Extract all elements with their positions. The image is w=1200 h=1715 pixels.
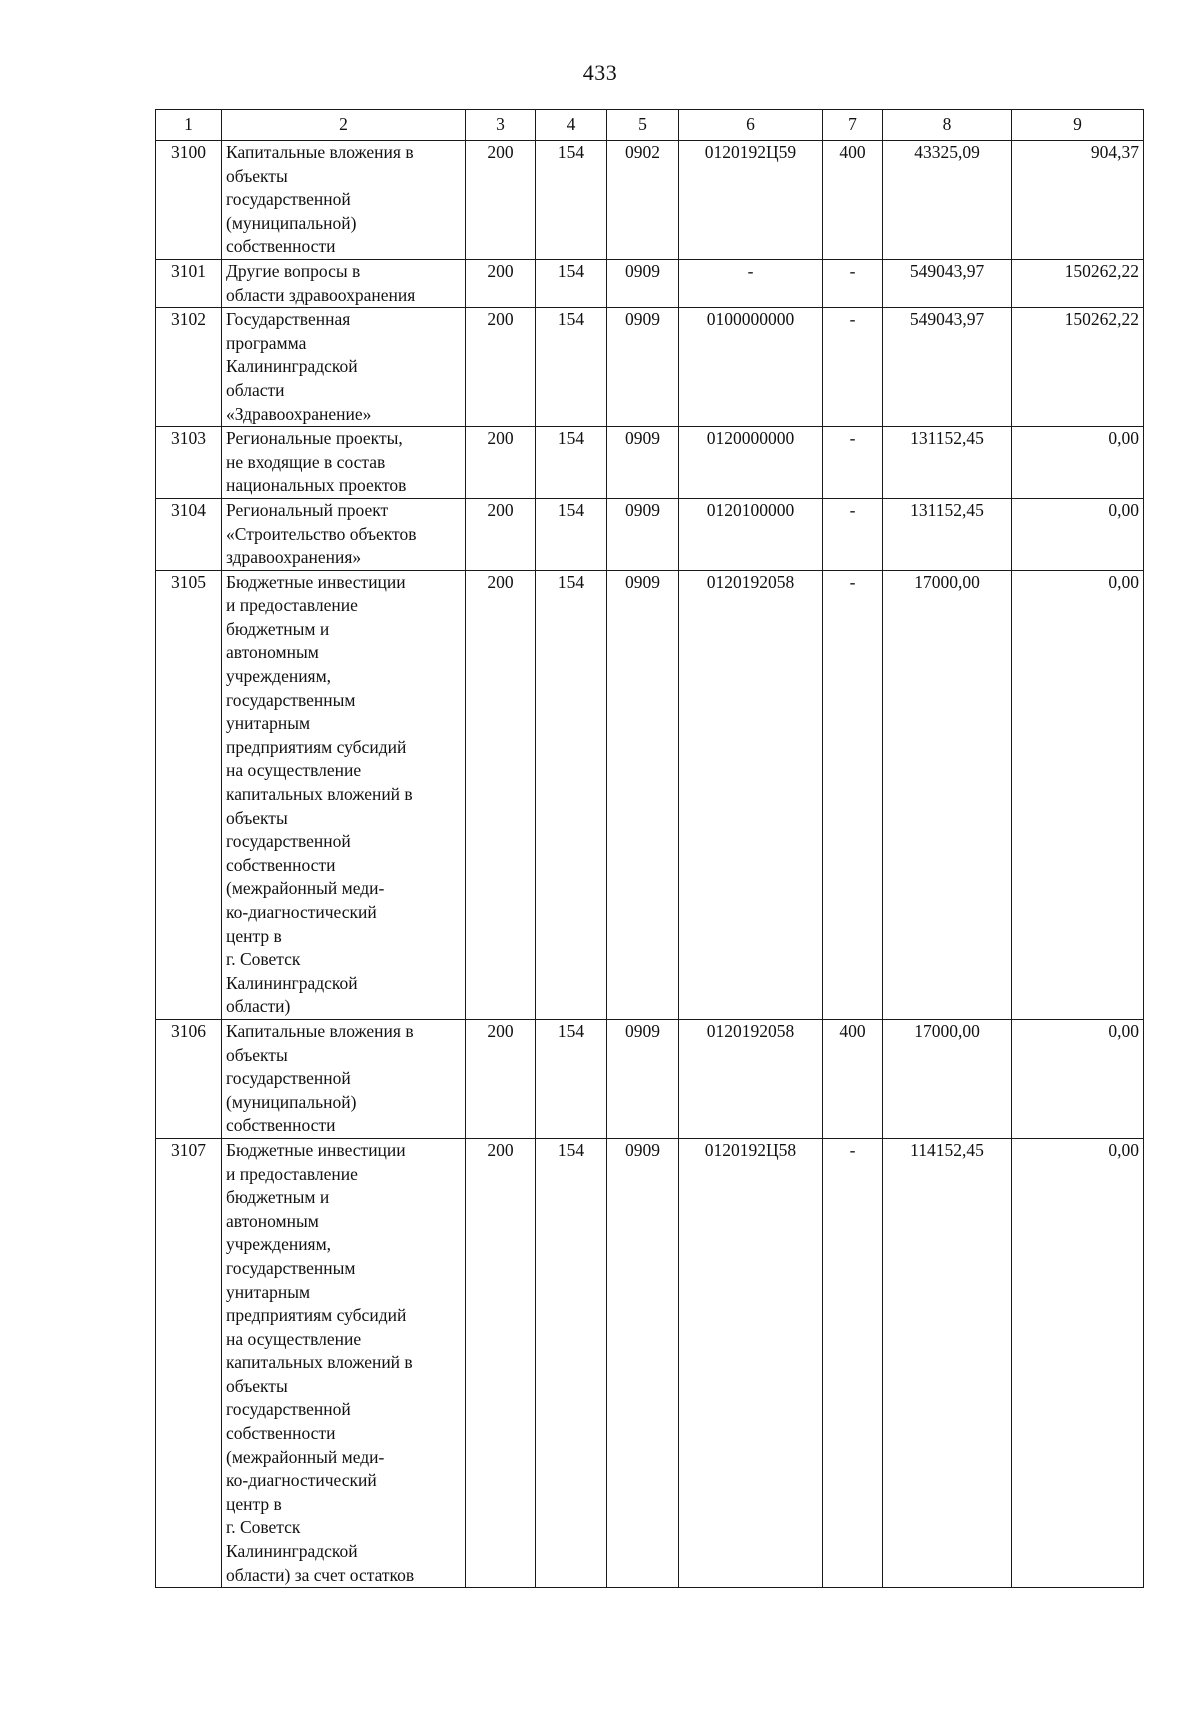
row-name (222, 570, 466, 1019)
col3-value: 200 (466, 1138, 536, 1587)
row-name-line: собственности (226, 236, 336, 257)
row-name-line: учреждениям, (226, 666, 332, 687)
col7-value: - (823, 498, 883, 570)
col6-value: 0120000000 (679, 427, 823, 499)
col5-value: 0909 (607, 1019, 679, 1138)
row-code: 3102 (156, 308, 222, 427)
row-name-line: государственной (226, 1399, 351, 1420)
col6-value: 0120192058 (679, 570, 823, 1019)
row-name-line: Региональный проект (226, 499, 389, 520)
col6-value: 0120192058 (679, 1019, 823, 1138)
row-name-line: предприятиям субсидий (226, 736, 407, 757)
col3-value: 200 (466, 1019, 536, 1138)
col6-value: 0120192Ц59 (679, 141, 823, 260)
row-name-line: государственной (226, 831, 351, 852)
row-name (222, 498, 466, 570)
col4-value: 154 (536, 427, 607, 499)
col9-value: 150262,22 (1012, 259, 1144, 307)
row-name (222, 1138, 466, 1587)
col6-value: - (679, 259, 823, 307)
row-name-line: унитарным (226, 1281, 311, 1302)
col3-value: 200 (466, 427, 536, 499)
row-name-line: бюджетным и (226, 1187, 330, 1208)
col8-value: 549043,97 (883, 259, 1012, 307)
column-header: 3 (466, 110, 536, 141)
col8-value: 43325,09 (883, 141, 1012, 260)
col3-value: 200 (466, 570, 536, 1019)
col7-value: - (823, 570, 883, 1019)
col3-value: 200 (466, 498, 536, 570)
col9-value: 904,37 (1012, 141, 1144, 260)
row-name-line: капитальных вложений в (226, 784, 413, 805)
table-row (156, 259, 1144, 307)
row-name-line: центр в (226, 1493, 282, 1514)
column-header: 5 (607, 110, 679, 141)
col4-value: 154 (536, 1138, 607, 1587)
col3-value: 200 (466, 259, 536, 307)
row-name-line: капитальных вложений в (226, 1352, 413, 1373)
table-row (156, 427, 1144, 499)
row-name (222, 141, 466, 260)
row-name-line: и предоставление (226, 595, 358, 616)
col4-value: 154 (536, 498, 607, 570)
row-name-line: государственным (226, 689, 356, 710)
col5-value: 0909 (607, 570, 679, 1019)
col4-value: 154 (536, 1019, 607, 1138)
col9-value: 0,00 (1012, 427, 1144, 499)
col5-value: 0909 (607, 1138, 679, 1587)
row-code: 3101 (156, 259, 222, 307)
column-header: 9 (1012, 110, 1144, 141)
row-name-line: программа (226, 332, 307, 353)
row-name-line: национальных проектов (226, 475, 407, 496)
row-name-line: (межрайонный меди- (226, 878, 385, 899)
row-name-line: г. Советск (226, 949, 301, 970)
col5-value: 0909 (607, 427, 679, 499)
row-name-line: объекты (226, 165, 288, 186)
column-header: 1 (156, 110, 222, 141)
col5-value: 0909 (607, 498, 679, 570)
col9-value: 0,00 (1012, 498, 1144, 570)
col6-value: 0120192Ц58 (679, 1138, 823, 1587)
row-name (222, 259, 466, 307)
row-name-line: Региональные проекты, (226, 428, 403, 449)
col8-value: 131152,45 (883, 427, 1012, 499)
col7-value: - (823, 259, 883, 307)
row-name-line: центр в (226, 925, 282, 946)
row-name-line: учреждениям, (226, 1234, 332, 1255)
row-name-line: Калининградской (226, 1541, 358, 1562)
row-name-line: Капитальные вложения в (226, 1020, 414, 1041)
row-name-line: объекты (226, 807, 288, 828)
table-body (156, 141, 1144, 1588)
col7-value: - (823, 308, 883, 427)
row-name (222, 308, 466, 427)
row-name-line: не входящие в состав (226, 451, 386, 472)
col8-value: 131152,45 (883, 498, 1012, 570)
col8-value: 549043,97 (883, 308, 1012, 427)
table-row (156, 498, 1144, 570)
row-name-line: бюджетным и (226, 618, 330, 639)
row-code: 3105 (156, 570, 222, 1019)
row-name-line: собственности (226, 854, 336, 875)
column-header: 8 (883, 110, 1012, 141)
row-name-line: ко-диагностический (226, 902, 377, 922)
col6-value: 0120100000 (679, 498, 823, 570)
table-row (156, 1138, 1144, 1587)
row-name-line: Капитальные вложения в (226, 142, 414, 162)
row-name-line: государственной (226, 189, 351, 210)
row-name-line: «Строительство объектов (226, 523, 417, 544)
row-name-line: автономным (226, 642, 319, 663)
row-name-line: области) (226, 996, 291, 1017)
header-row (156, 110, 1144, 141)
col8-value: 17000,00 (883, 570, 1012, 1019)
col4-value: 154 (536, 570, 607, 1019)
row-name-line: собственности (226, 1423, 336, 1444)
row-name-line: ко-диагностический (226, 1470, 377, 1491)
row-name-line: области (226, 379, 285, 400)
col3-value: 200 (466, 308, 536, 427)
col7-value: - (823, 427, 883, 499)
col5-value: 0902 (607, 141, 679, 260)
row-name-line: на осуществление (226, 760, 362, 781)
row-name-line: государственной (226, 1068, 351, 1089)
row-code: 3104 (156, 498, 222, 570)
table-row (156, 141, 1144, 260)
row-name-line: Другие вопросы в (226, 260, 361, 281)
column-header: 4 (536, 110, 607, 141)
row-name-line: Калининградской (226, 972, 358, 993)
budget-table (155, 109, 1144, 1588)
row-name-line: г. Советск (226, 1517, 301, 1538)
column-header: 7 (823, 110, 883, 141)
col9-value: 0,00 (1012, 1019, 1144, 1138)
row-name-line: на осуществление (226, 1328, 362, 1349)
row-name-line: объекты (226, 1044, 288, 1065)
col9-value: 0,00 (1012, 570, 1144, 1019)
row-name-line: автономным (226, 1210, 319, 1231)
table-row (156, 308, 1144, 427)
row-name-line: унитарным (226, 713, 311, 734)
row-name-line: (межрайонный меди- (226, 1446, 385, 1467)
row-code: 3100 (156, 141, 222, 260)
col4-value: 154 (536, 259, 607, 307)
row-code: 3103 (156, 427, 222, 499)
col4-value: 154 (536, 141, 607, 260)
row-name-line: Бюджетные инвестиции (226, 1139, 406, 1160)
row-name-line: объекты (226, 1375, 288, 1396)
col9-value: 0,00 (1012, 1138, 1144, 1587)
row-name-line: государственным (226, 1257, 356, 1278)
col3-value: 200 (466, 141, 536, 260)
row-name-line: и предоставление (226, 1163, 358, 1184)
col4-value: 154 (536, 308, 607, 427)
col8-value: 114152,45 (883, 1138, 1012, 1587)
row-name-line: Калининградской (226, 356, 358, 377)
col7-value: 400 (823, 141, 883, 260)
row-name-line: собственности (226, 1115, 336, 1136)
row-name-line: «Здравоохранение» (226, 403, 372, 424)
row-name-line: Государственная (226, 309, 351, 330)
row-name-line: здравоохранения» (226, 547, 362, 568)
table-row (156, 1019, 1144, 1138)
col5-value: 0909 (607, 259, 679, 307)
row-name-line: предприятиям субсидий (226, 1305, 407, 1326)
page-number: 433 (582, 60, 618, 85)
row-name (222, 427, 466, 499)
col7-value: - (823, 1138, 883, 1587)
row-name-line: области здравоохранения (226, 284, 416, 305)
row-code: 3106 (156, 1019, 222, 1138)
column-header: 6 (679, 110, 823, 141)
row-name-line: области) за счет остатков (226, 1564, 415, 1585)
col6-value: 0100000000 (679, 308, 823, 427)
row-code: 3107 (156, 1138, 222, 1587)
row-name-line: (муниципальной) (226, 1091, 357, 1112)
row-name-line: Бюджетные инвестиции (226, 571, 406, 592)
row-name-line: (муниципальной) (226, 212, 357, 233)
col7-value: 400 (823, 1019, 883, 1138)
col8-value: 17000,00 (883, 1019, 1012, 1138)
col9-value: 150262,22 (1012, 308, 1144, 427)
col5-value: 0909 (607, 308, 679, 427)
table-row (156, 570, 1144, 1019)
column-header: 2 (222, 110, 466, 141)
row-name (222, 1019, 466, 1138)
